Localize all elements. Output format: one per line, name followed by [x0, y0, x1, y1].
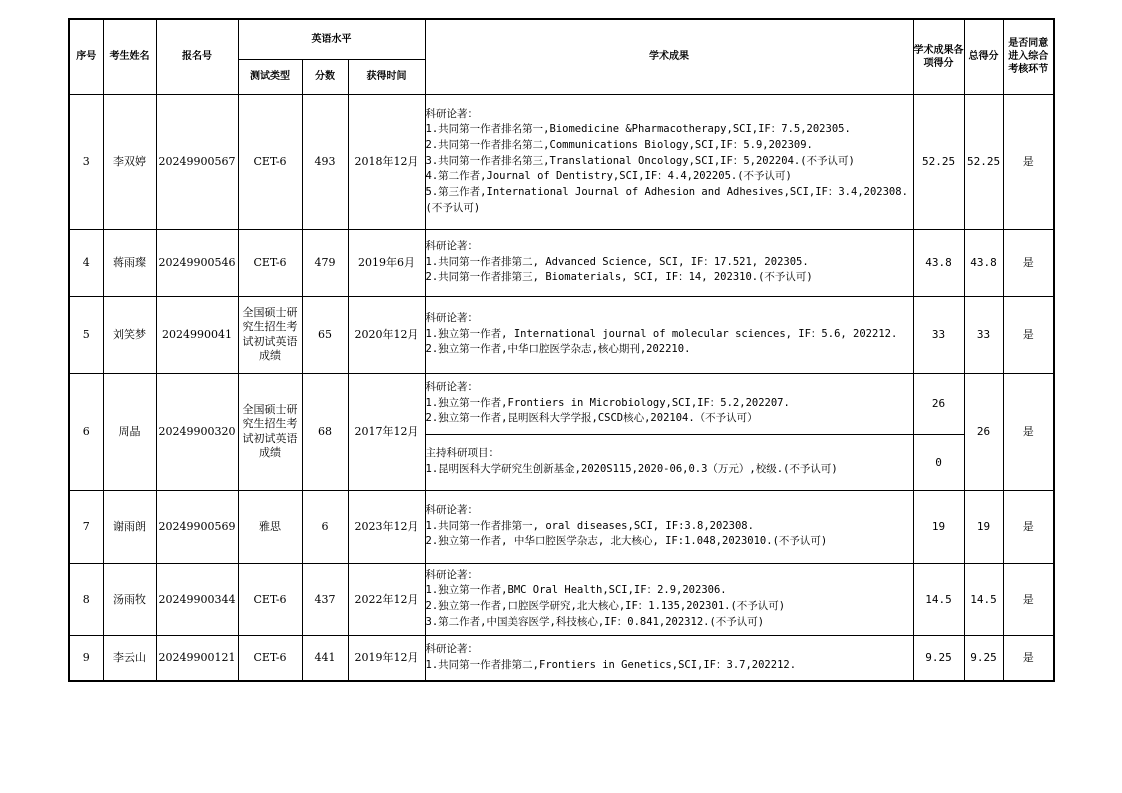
cell-item-score: 14.5	[913, 563, 964, 635]
cell-seq: 5	[69, 296, 103, 373]
cell-total: 14.5	[964, 563, 1003, 635]
cell-agree: 是	[1003, 296, 1054, 373]
achievement-line: 科研论著：	[425, 503, 479, 516]
cell-time: 2022年12月	[348, 563, 425, 635]
header-test-type: 测试类型	[238, 59, 302, 94]
achievement-line: 2.共同第一作者排第三, Biomaterials, SCI, IF：14, 202310.(不予认可)	[425, 271, 813, 284]
cell-test-type: CET-6	[238, 635, 302, 681]
cell-time: 2019年6月	[348, 229, 425, 296]
cell-total: 52.25	[964, 94, 1003, 229]
cell-agree: 是	[1003, 563, 1054, 635]
cell-achievements	[425, 373, 913, 434]
achievement-line: 主持科研项目：	[425, 447, 500, 460]
cell-reg-no: 20249900546	[156, 229, 238, 296]
cell-name: 李云山	[103, 635, 156, 681]
table-row	[69, 229, 1054, 296]
table-row	[69, 490, 1054, 563]
achievement-line: 1.独立第一作者, International journal of molecular sciences, IF：5.6, 202212.	[425, 327, 898, 340]
cell-reg-no: 20249900569	[156, 490, 238, 563]
cell-item-score: 19	[913, 490, 964, 563]
cell-agree: 是	[1003, 490, 1054, 563]
cell-achievements-projects	[425, 434, 913, 490]
cell-achievements	[425, 563, 913, 635]
cell-total: 19	[964, 490, 1003, 563]
cell-achievements	[425, 635, 913, 681]
cell-name: 汤雨牧	[103, 563, 156, 635]
header-seq: 序号	[69, 19, 103, 94]
cell-score: 68	[302, 373, 348, 490]
cell-seq: 6	[69, 373, 103, 490]
cell-agree: 是	[1003, 229, 1054, 296]
achievement-line: 5.第三作者,International Journal of Adhesion and Adhesives,SCI,IF：3.4,202308.(不予认可)	[425, 186, 908, 214]
header-agree: 是否同意进入综合考核环节	[1003, 19, 1054, 94]
cell-item-score: 33	[913, 296, 964, 373]
achievement-line: 2.独立第一作者, 中华口腔医学杂志, 北大核心, IF:1.048,2023010.(不予认可)	[425, 535, 828, 548]
cell-agree: 是	[1003, 373, 1054, 490]
achievement-line: 3.第二作者,中国美容医学,科技核心,IF：0.841,202312.(不予认可)	[425, 615, 765, 628]
cell-total: 9.25	[964, 635, 1003, 681]
cell-item-score: 9.25	[913, 635, 964, 681]
cell-achievements	[425, 490, 913, 563]
cell-agree: 是	[1003, 94, 1054, 229]
cell-item-score: 26	[913, 373, 964, 434]
cell-seq: 9	[69, 635, 103, 681]
table-row	[69, 635, 1054, 681]
achievement-line: 1.独立第一作者,Frontiers in Microbiology,SCI,IF：5.2,202207.	[425, 396, 790, 409]
cell-achievements	[425, 94, 913, 229]
cell-seq: 7	[69, 490, 103, 563]
achievement-line: 科研论著：	[425, 643, 479, 656]
cell-test-type: CET-6	[238, 229, 302, 296]
cell-achievements	[425, 229, 913, 296]
achievement-line: 1.共同第一作者排第二,Frontiers in Genetics,SCI,IF：3.7,202212.	[425, 658, 797, 671]
header-name: 考生姓名	[103, 19, 156, 94]
achievement-line: 科研论著：	[425, 107, 479, 120]
cell-reg-no: 20249900567	[156, 94, 238, 229]
cell-time: 2020年12月	[348, 296, 425, 373]
cell-time: 2017年12月	[348, 373, 425, 490]
cell-reg-no: 20249900320	[156, 373, 238, 490]
cell-time: 2023年12月	[348, 490, 425, 563]
cell-seq: 3	[69, 94, 103, 229]
cell-test-type: CET-6	[238, 94, 302, 229]
achievement-line: 4.第二作者,Journal of Dentistry,SCI,IF：4.4,202205.(不予认可)	[425, 170, 792, 183]
cell-score: 493	[302, 94, 348, 229]
header-obtained-time: 获得时间	[348, 59, 425, 94]
cell-test-type: 全国硕士研究生招生考试初试英语成绩	[238, 373, 302, 490]
achievement-line: 科研论著：	[425, 239, 479, 252]
cell-name: 刘笑梦	[103, 296, 156, 373]
cell-reg-no: 20249900344	[156, 563, 238, 635]
cell-reg-no: 20249900121	[156, 635, 238, 681]
table-row	[69, 563, 1054, 635]
achievement-line: 1.昆明医科大学研究生创新基金,2020S115,2020-06,0.3（万元）,校级.(不予认可)	[425, 463, 838, 475]
cell-score: 479	[302, 229, 348, 296]
table-row	[69, 296, 1054, 373]
cell-seq: 8	[69, 563, 103, 635]
achievement-line: 2.独立第一作者,昆明医科大学学报,CSCD核心,202104.（不予认可）	[425, 412, 758, 425]
cell-test-type: 全国硕士研究生招生考试初试英语成绩	[238, 296, 302, 373]
cell-test-type: CET-6	[238, 563, 302, 635]
cell-item-score: 0	[913, 434, 964, 490]
header-english-level: 英语水平	[238, 19, 425, 59]
cell-score: 6	[302, 490, 348, 563]
cell-item-score: 52.25	[913, 94, 964, 229]
cell-score: 441	[302, 635, 348, 681]
cell-total: 33	[964, 296, 1003, 373]
achievement-line: 1.共同第一作者排第一, oral diseases,SCI, IF:3.8,202308.	[425, 519, 754, 532]
cell-seq: 4	[69, 229, 103, 296]
cell-name: 李双婷	[103, 94, 156, 229]
header-achievements: 学术成果	[425, 19, 913, 94]
cell-name: 谢雨朗	[103, 490, 156, 563]
candidate-score-table	[68, 18, 1055, 682]
achievement-line: 科研论著：	[425, 311, 479, 324]
cell-total: 26	[964, 373, 1003, 490]
cell-time: 2019年12月	[348, 635, 425, 681]
cell-agree: 是	[1003, 635, 1054, 681]
cell-total: 43.8	[964, 229, 1003, 296]
cell-score: 437	[302, 563, 348, 635]
header-score: 分数	[302, 59, 348, 94]
achievement-line: 2.独立第一作者,中华口腔医学杂志,核心期刊,202210.	[425, 343, 691, 356]
achievement-line: 1.共同第一作者排名第一,Biomedicine &Pharmacotherapy,SCI,IF：7.5,202305.	[425, 123, 851, 136]
achievement-line: 2.独立第一作者,口腔医学研究,北大核心,IF：1.135,202301.(不予认可)	[425, 600, 786, 612]
cell-item-score: 43.8	[913, 229, 964, 296]
cell-achievements	[425, 296, 913, 373]
achievement-line: 科研论著：	[425, 568, 479, 581]
header-item-score: 学术成果各项得分	[913, 19, 964, 94]
cell-name: 蒋雨璨	[103, 229, 156, 296]
table-row	[69, 94, 1054, 229]
cell-test-type: 雅思	[238, 490, 302, 563]
header-total-score: 总得分	[964, 19, 1003, 94]
header-reg-no: 报名号	[156, 19, 238, 94]
cell-name: 周晶	[103, 373, 156, 490]
achievement-line: 2.共同第一作者排名第二,Communications Biology,SCI,IF：5.9,202309.	[425, 138, 813, 151]
achievement-line: 1.共同第一作者排第二, Advanced Science, SCI, IF：17.521, 202305.	[425, 255, 809, 268]
achievement-line: 1.独立第一作者,BMC Oral Health,SCI,IF：2.9,202306.	[425, 584, 727, 597]
achievement-line: 3.共同第一作者排名第三,Translational Oncology,SCI,IF：5,202204.(不予认可)	[425, 154, 855, 167]
cell-score: 65	[302, 296, 348, 373]
achievement-line: 科研论著：	[425, 380, 479, 393]
cell-time: 2018年12月	[348, 94, 425, 229]
table-row	[69, 373, 1054, 434]
cell-reg-no: 2024990041	[156, 296, 238, 373]
